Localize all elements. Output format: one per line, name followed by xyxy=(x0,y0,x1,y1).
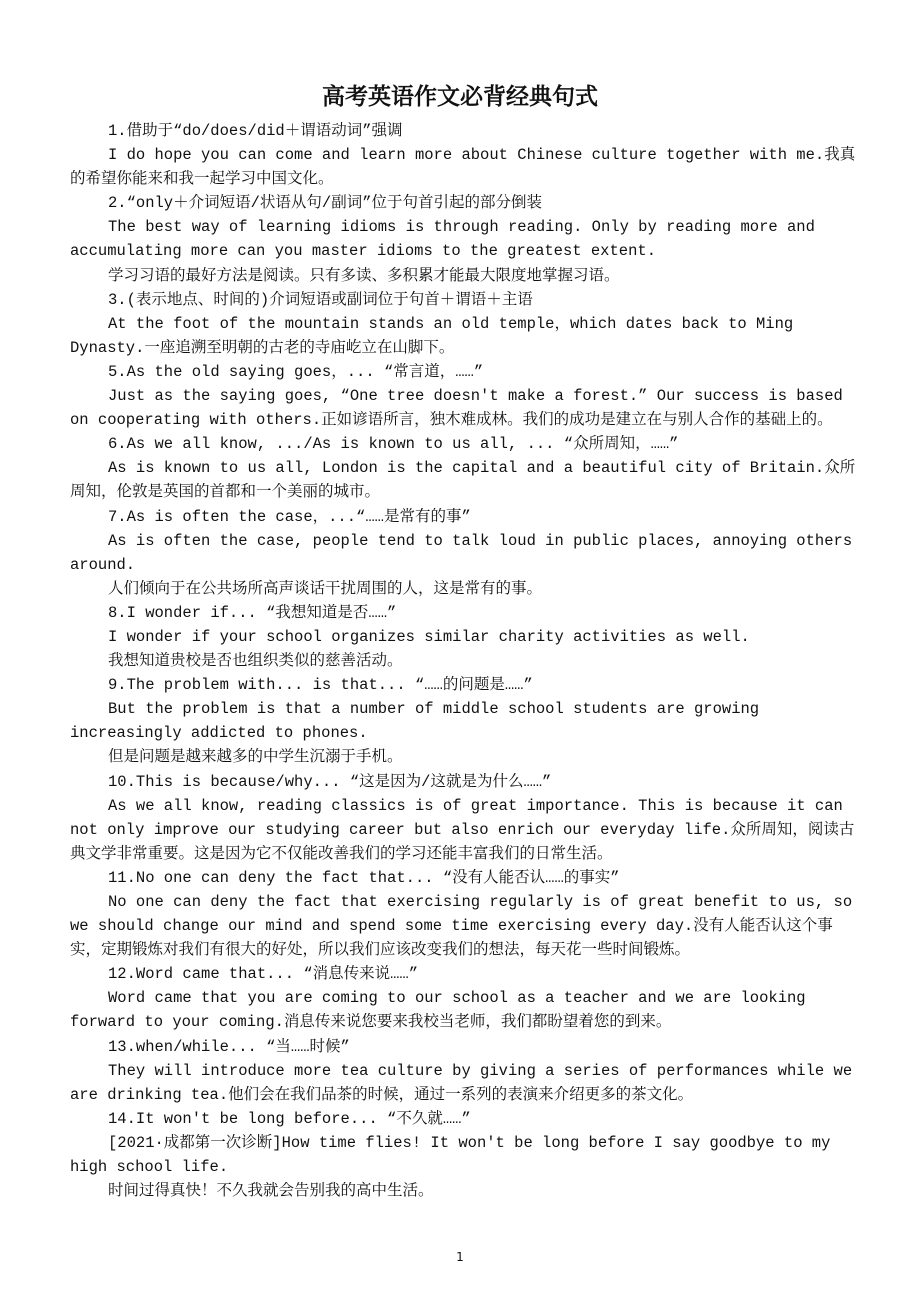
paragraph: 但是问题是越来越多的中学生沉溺于手机。 xyxy=(108,748,403,767)
paragraph: They will introduce more tea culture by giving a series of performances while we are drinking tea.他们会在我们品茶的时候，通过一系列的表演来介绍更多的茶文化。 xyxy=(70,1061,853,1104)
paragraph: 11.No one can deny the fact that... “没有人能否认……的事实” xyxy=(108,868,620,887)
paragraph: 时间过得真快！不久我就会告别我的高中生活。 xyxy=(108,1182,434,1201)
paragraph: I do hope you can come and learn more about Chinese culture together with me.我真的希望你能来和我一起学习中国文化。 xyxy=(70,146,856,189)
paragraph: 14.It won't be long before... “不久就……” xyxy=(108,1109,471,1128)
paragraph: As is often the case, people tend to talk loud in public places, annoying others around. xyxy=(70,531,853,574)
paragraph: 8.I wonder if... “我想知道是否……” xyxy=(108,603,397,622)
paragraph: I wonder if your school organizes similar charity activities as well. xyxy=(108,627,750,646)
paragraph: 6.As we all know, .../As is known to us all, ... “众所周知，……” xyxy=(108,435,679,454)
paragraph: [2021·成都第一次诊断]How time flies! It won't be long before I say goodbye to my high school life. xyxy=(70,1133,831,1177)
paragraph: Word came that you are coming to our school as a teacher and we are looking forward to your coming.消息传来说您要来我校当老师，我们都盼望着您的到来。 xyxy=(70,989,806,1032)
paragraph: The best way of learning idioms is through reading. Only by reading more and accumulating more can you master idioms to the greatest extent. xyxy=(70,218,815,261)
paragraph: 7.As is often the case，...“……是常有的事” xyxy=(108,507,471,526)
paragraph: No one can deny the fact that exercising regularly is of great benefit to us, so we should change our mind and spend some time exercising every day.没有人能否认这个事实，定期锻炼对我们有很大的好处，所以我们应该改变我们的想法，每天花一些时间锻炼。 xyxy=(70,893,853,960)
paragraph: But the problem is that a number of middle school students are growing increasingly addicted to phones. xyxy=(70,700,760,743)
paragraph: 3.(表示地点、时间的)介词短语或副词位于句首＋谓语＋主语 xyxy=(108,290,533,309)
paragraph: 1.借助于“do/does/did＋谓语动词”强调 xyxy=(108,122,403,140)
paragraph: 9.The problem with... is that... “……的问题是……” xyxy=(108,676,533,695)
paragraph: Just as the saying goes, “One tree doesn't make a forest.” Our success is based on cooperating with others.正如谚语所言，独木难成林。我们的成功是建立在与别人合作的基础上的。 xyxy=(70,387,843,430)
paragraph: 13.when/while... “当……时候” xyxy=(108,1037,350,1056)
paragraph: At the foot of the mountain stands an old temple，which dates back to Ming Dynasty.一座追溯至明朝的古老的寺庙屹立在山脚下。 xyxy=(70,314,794,357)
paragraph: 12.Word came that... “消息传来说……” xyxy=(108,965,419,984)
paragraph: 人们倾向于在公共场所高声谈话干扰周围的人，这是常有的事。 xyxy=(108,579,543,598)
paragraph: 我想知道贵校是否也组织类似的慈善活动。 xyxy=(108,652,403,671)
paragraph: 2.“only＋介词短语/状语从句/副词”位于句首引起的部分倒装 xyxy=(108,194,543,213)
document-title: 高考英语作文必背经典句式 xyxy=(322,84,598,110)
paragraph: As is known to us all, London is the capital and a beautiful city of Britain.众所周知，伦敦是英国的首都和一个美丽的城市。 xyxy=(70,459,856,502)
document-body xyxy=(70,119,860,1203)
paragraph: 5.As the old saying goes，... “常言道，……” xyxy=(108,362,484,381)
page-number: 1 xyxy=(456,1250,464,1264)
paragraph: 学习习语的最好方法是阅读。只有多读、多积累才能最大限度地掌握习语。 xyxy=(108,266,620,285)
paragraph: As we all know, reading classics is of great importance. This is because it can not only improve our studying career but also enrich our everyday life.众所周知，阅读古典文学非常重要。这是因为它不仅能改善我们的学习还能丰富我们的日常生活。 xyxy=(70,796,855,863)
paragraph: 10.This is because/why... “这是因为/这就是为什么……” xyxy=(108,772,552,791)
